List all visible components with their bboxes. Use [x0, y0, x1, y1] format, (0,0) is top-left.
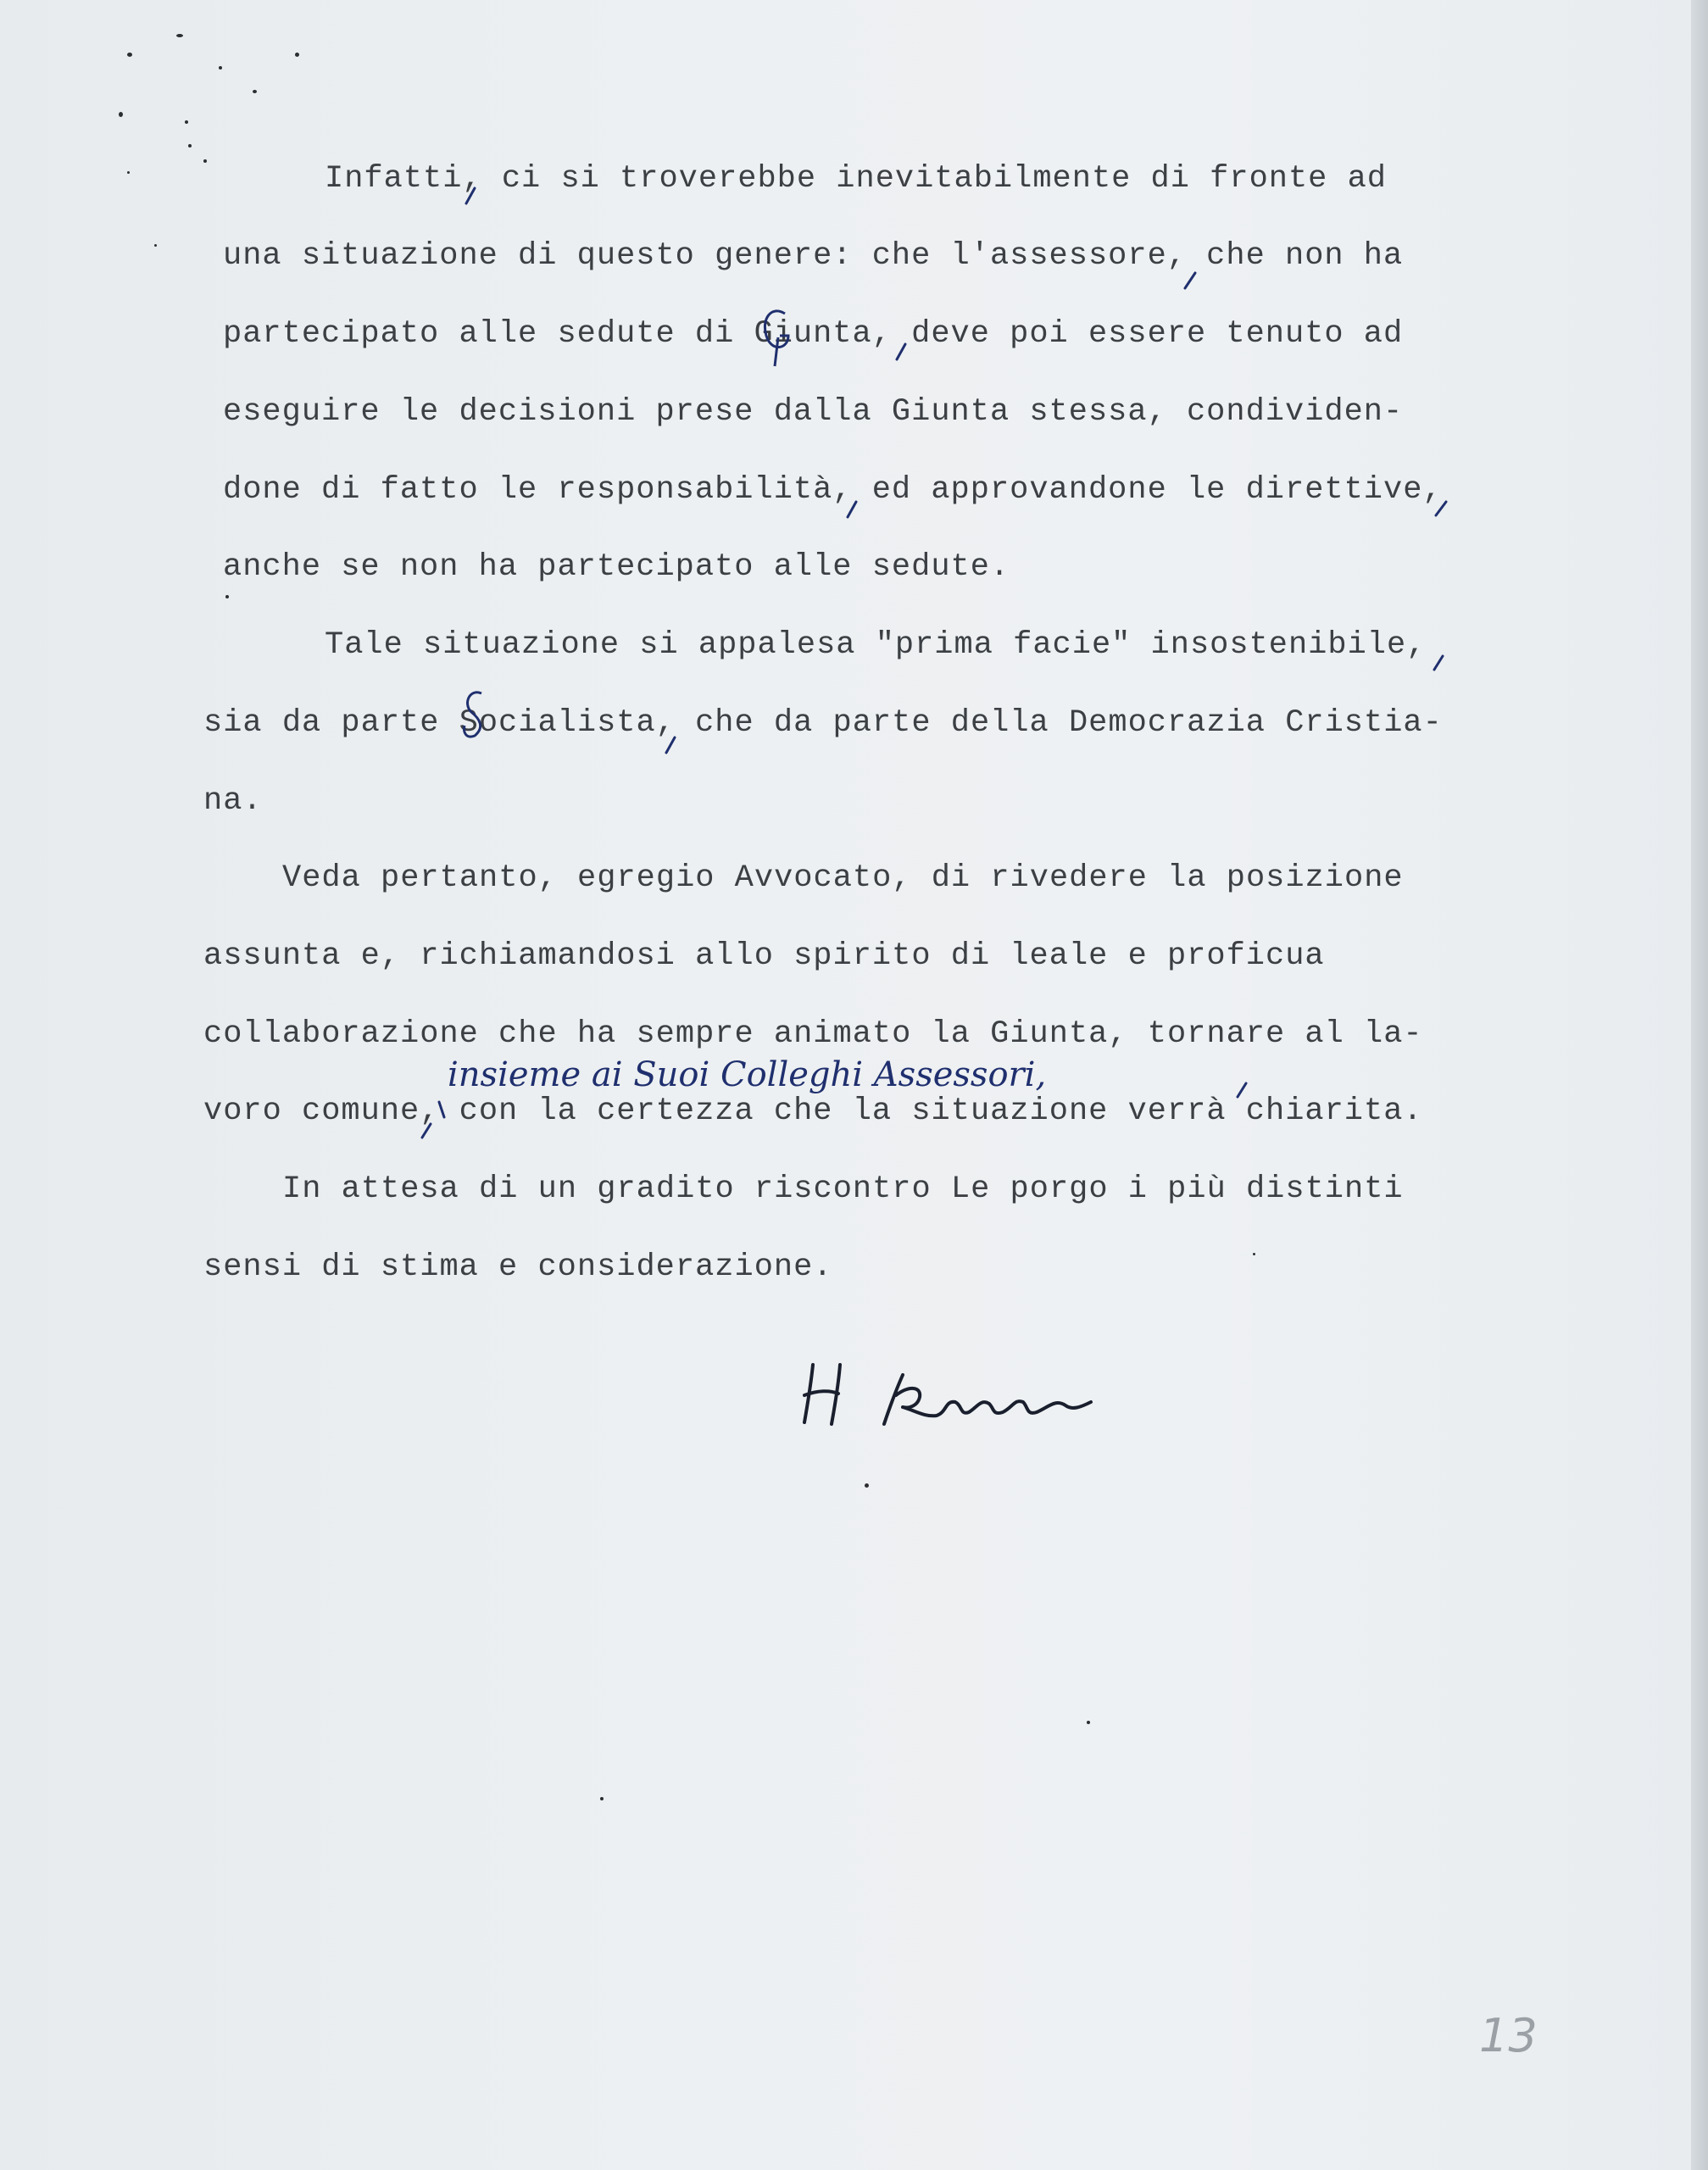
- scan-speck: [176, 34, 183, 37]
- typed-line-14: In attesa di un gradito riscontro Le porgo i più distinti: [282, 1171, 1404, 1207]
- typed-line-12: collaborazione che ha sempre animato la Giunta, tornare al la-: [203, 1016, 1423, 1052]
- typed-line-2: una situazione di questo genere: che l'assessore, che non ha: [223, 238, 1404, 274]
- scan-speck: [127, 53, 132, 57]
- page-edge-shadow: [1691, 0, 1708, 2170]
- scan-speck: [225, 595, 229, 598]
- typed-line-5: done di fatto le responsabilità, ed approvandone le direttive,: [223, 472, 1443, 508]
- scan-speck: [600, 1797, 604, 1800]
- typed-line-13: voro comune, con la certezza che la situazione verrà chiarita.: [203, 1093, 1423, 1129]
- typed-line-8: sia da parte Socialista, che da parte della Democrazia Cristia-: [203, 705, 1443, 741]
- page-number-text: 13: [1479, 2009, 1538, 2062]
- scan-speck: [154, 244, 157, 247]
- scan-speck: [127, 171, 130, 174]
- scan-speck: [203, 159, 207, 163]
- scan-speck: [219, 66, 222, 70]
- typed-line-1: Infatti, ci si troverebbe inevitabilmente di fronte ad: [325, 161, 1387, 197]
- scan-speck: [295, 53, 299, 57]
- typed-line-3: partecipato alle sedute di Giunta, deve poi essere tenuto ad: [223, 316, 1404, 352]
- scan-speck: [253, 90, 257, 93]
- page-number: [1479, 2009, 1538, 2060]
- scan-speck: [185, 120, 188, 124]
- typed-line-10: Veda pertanto, egregio Avvocato, di rivedere la posizione: [282, 860, 1404, 896]
- typed-line-11: assunta e, richiamandosi allo spirito di leale e proficua: [203, 938, 1325, 974]
- typed-line-15: sensi di stima e considerazione.: [203, 1249, 833, 1285]
- scan-speck: [1253, 1253, 1255, 1255]
- signature: [801, 1356, 1115, 1433]
- scan-speck: [119, 112, 123, 117]
- handwritten-insertion: insieme ai Suoi Colleghi Assessori,: [448, 1055, 1047, 1094]
- typed-line-7: Tale situazione si appalesa "prima facie" insostenibile,: [325, 627, 1427, 663]
- scan-speck: [865, 1483, 869, 1488]
- typed-line-9: na.: [203, 783, 263, 819]
- typed-line-4: eseguire le decisioni prese dalla Giunta stessa, condividen-: [223, 394, 1404, 430]
- scan-speck: [188, 144, 192, 147]
- typed-line-6: anche se non ha partecipato alle sedute.: [223, 549, 1010, 585]
- scan-speck: [1087, 1721, 1090, 1724]
